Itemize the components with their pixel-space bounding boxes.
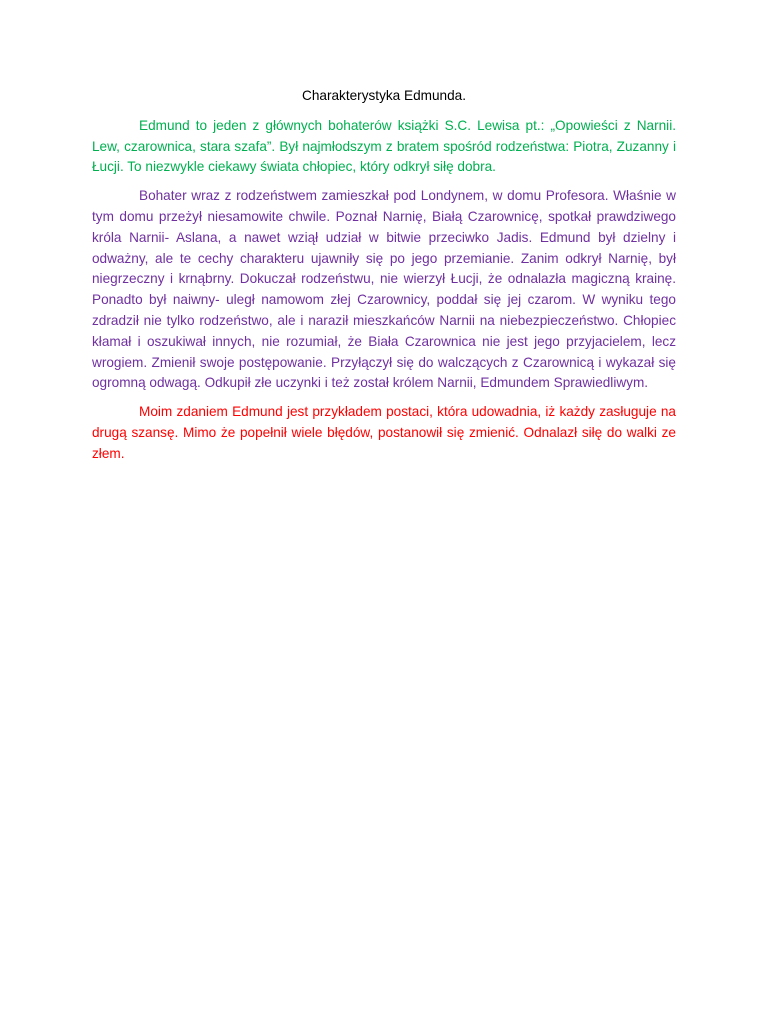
document-content: [92, 86, 676, 473]
paragraph-introduction: Edmund to jeden z głównych bohaterów książki S.C. Lewisa pt.: „Opowieści z Narnii. Lew, czarownica, stara szafa”. Był najmłodszym z bratem spośród rodzeństwa: Piotra, Zuzanny i Łucji. To niezwykle ciekawy świata chłopiec, który odkrył siłę dobra.: [92, 117, 676, 175]
paragraph-conclusion: Moim zdaniem Edmund jest przykładem postaci, która udowadnia, iż każdy zasługuje na drugą szansę. Mimo że popełnił wiele błędów, postanowił się zmienić. Odnalazł siłę do walki ze złem.: [92, 404, 676, 461]
document-title: Charakterystyka Edmunda.: [302, 88, 466, 103]
paragraph-body: Bohater wraz z rodzeństwem zamieszkał pod Londynem, w domu Profesora. Właśnie w tym domu przeżył niesamowite chwile. Poznał Narnię, Białą Czarownicę, spotkał prawdziwego króla Narnii- Aslana, a nawet wziął udział w bitwie przeciwko Jadis. Edmund był dzielny i odważny, ale te cechy charakteru ujawniły się po jego przemianie. Zanim odkrył Narnię, był niegrzeczny i krnąbrny. Dokuczał rodzeństwu, nie wierzył Łucji, że odnalazła magiczną krainę. Ponadto był naiwny- uległ namowom złej Czarownicy, poddał się jej czarom. W wyniku tego zdradził nie tylko rodzeństwo, ale i naraził mieszkańców Narnii na niebezpieczeństwo. Chłopiec kłamał i oszukiwał innych, nie rozumiał, że Biała Czarownica nie jest jego przyjacielem, lecz wrogiem. Zmienił swoje postępowanie. Przyłączył się do walczących z Czarownicą i wykazał się ogromną odwagą. Odkupił złe uczynki i też został królem Narnii, Edmundem Sprawiedliwym.: [92, 188, 676, 391]
